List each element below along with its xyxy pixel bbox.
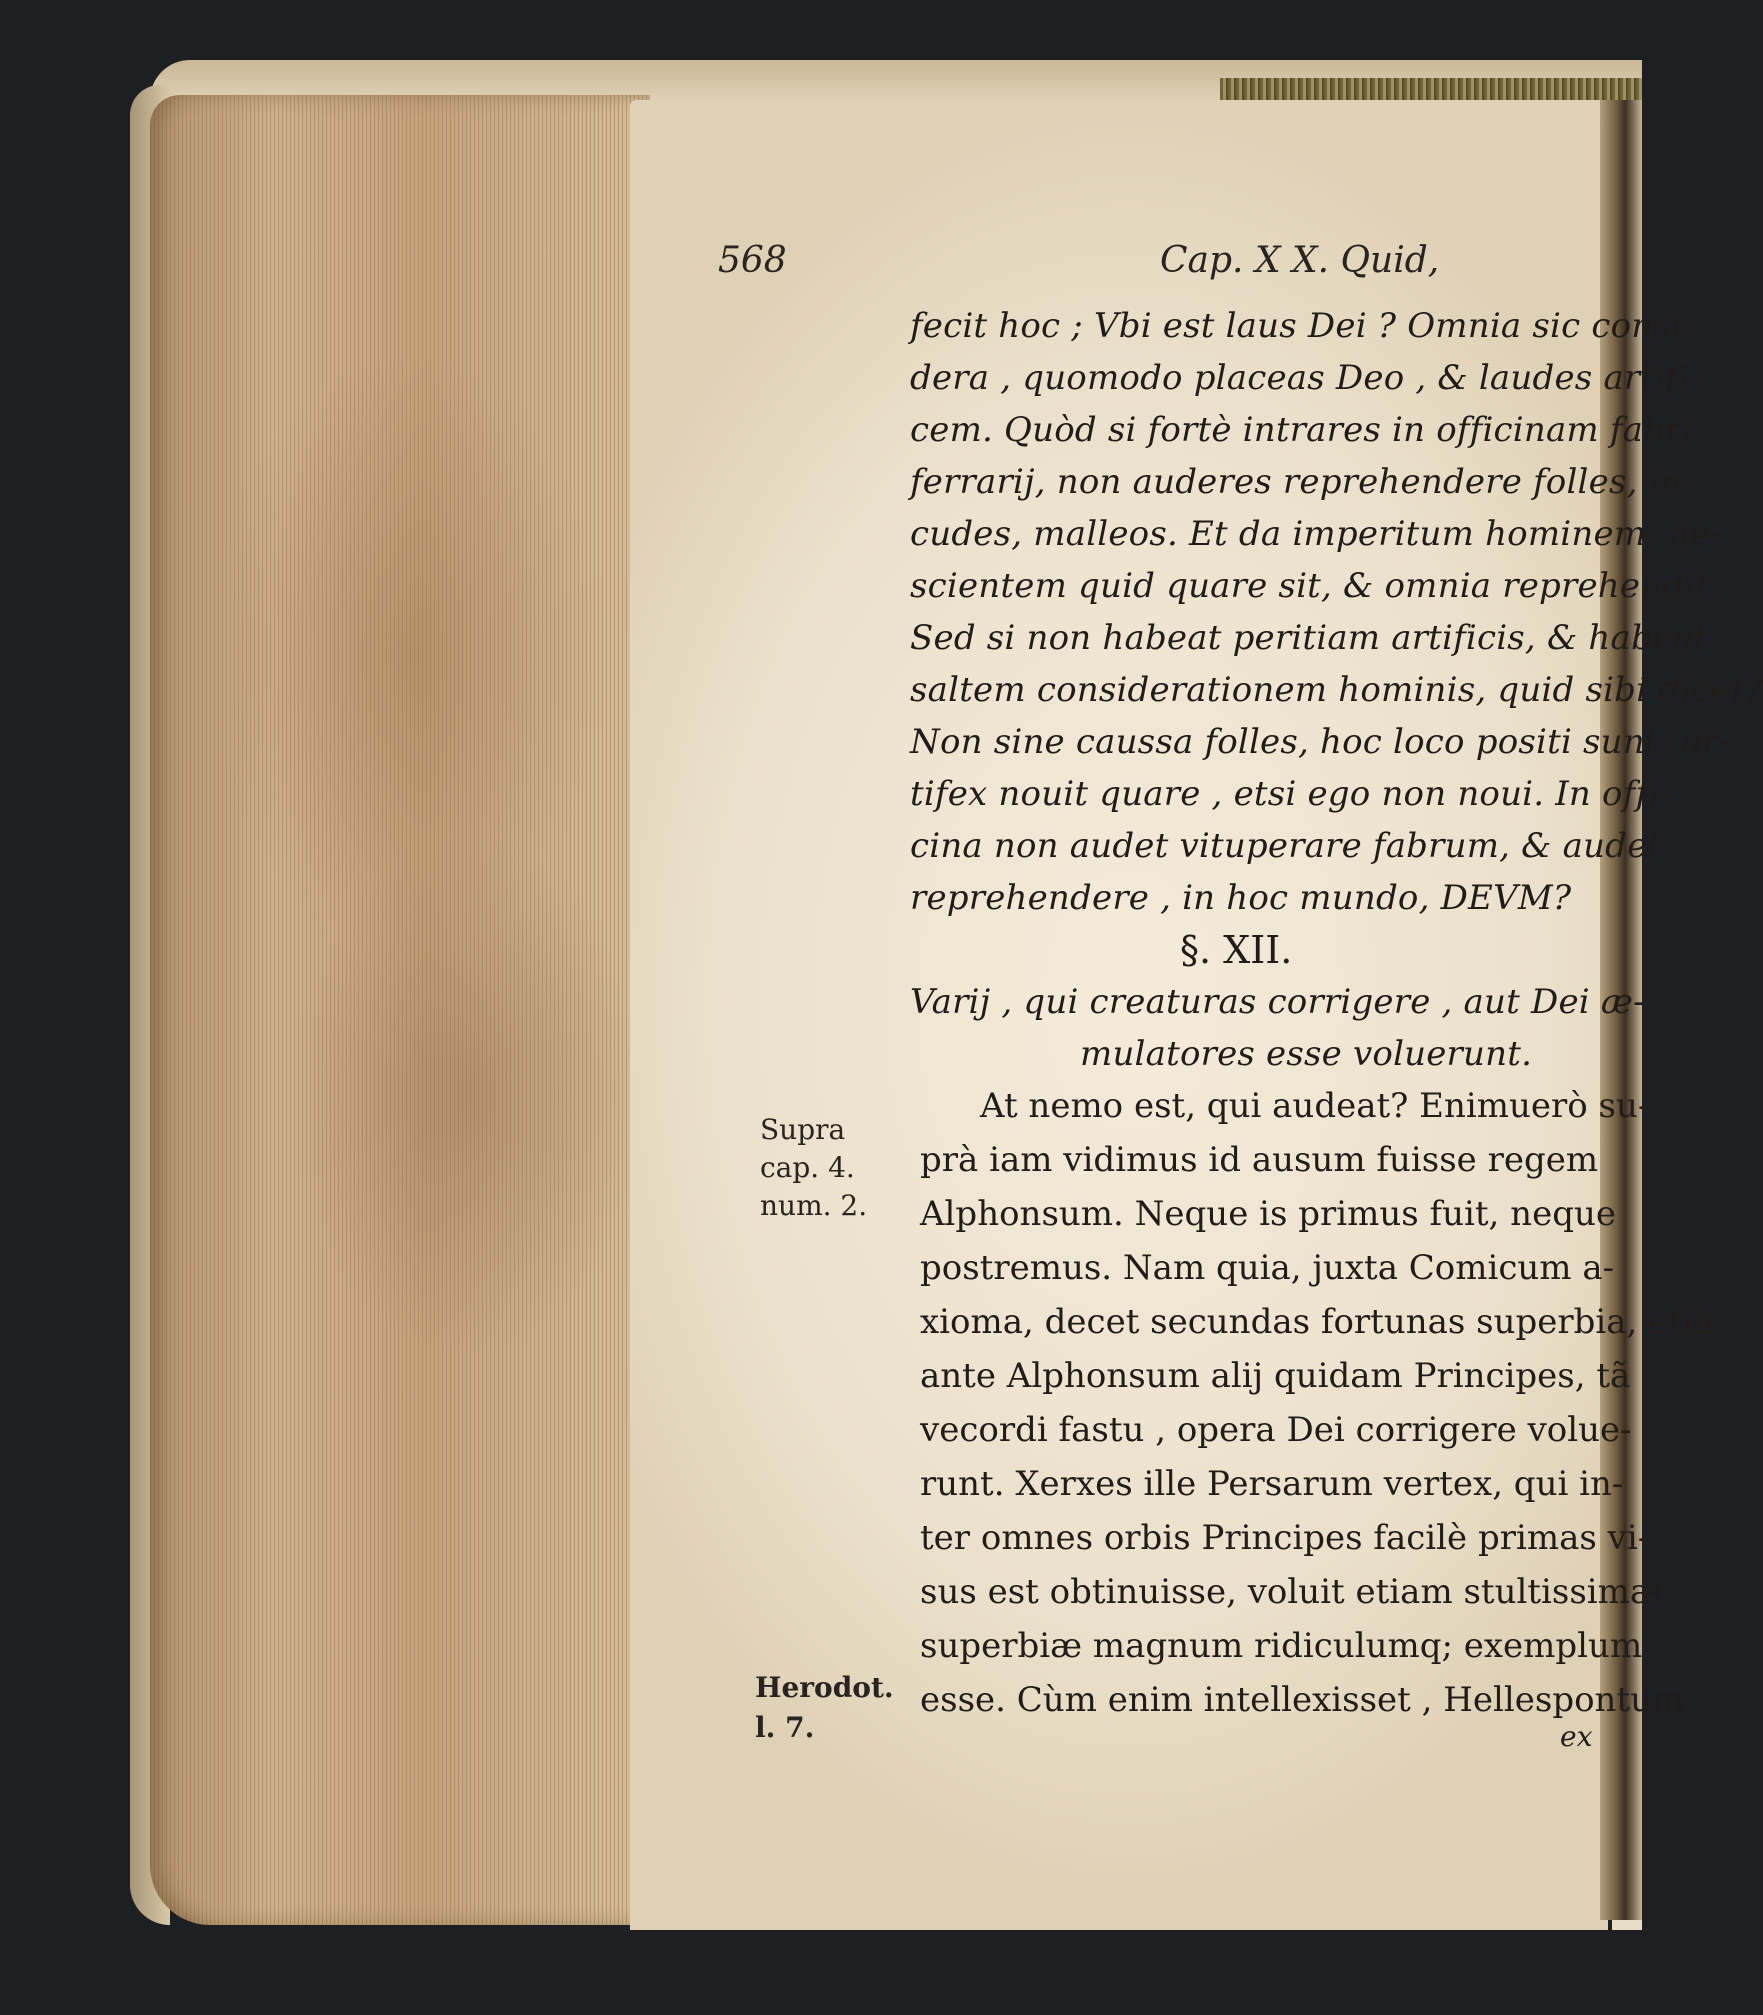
margin-note-line: num. 2.	[760, 1189, 868, 1222]
page-fore-edge	[150, 95, 650, 1925]
text-line: sus est obtinuisse, voluit etiam stultissimæ	[920, 1572, 1662, 1612]
margin-note-line: cap. 4.	[760, 1151, 855, 1184]
text-line: ter omnes orbis Principes facilè primas vi-	[920, 1518, 1650, 1558]
text-line: postremus. Nam quia, juxta Comicum a-	[920, 1248, 1615, 1288]
section-heading: §. XII.	[1180, 928, 1293, 972]
margin-note-line: Herodot.	[755, 1671, 894, 1704]
margin-note-line: Supra	[760, 1113, 846, 1146]
text-line: tifex nouit quare , etsi ego non noui. In offi-	[910, 774, 1672, 814]
text-line: ante Alphonsum alij quidam Principes, tã	[920, 1356, 1631, 1396]
text-line: cina non audet vituperare fabrum, & audet	[910, 826, 1662, 866]
text-line: cem. Quòd si fortè intrares in officinam fabri	[910, 410, 1693, 450]
running-title: Cap. X X. Quid,	[1160, 240, 1440, 281]
margin-note-line: l. 7.	[755, 1711, 815, 1744]
section-subtitle-line: Varij , qui creaturas corrigere , aut Dei æ-	[910, 982, 1645, 1022]
text-line: saltem considerationem hominis, quid sibi dicet?	[910, 670, 1763, 710]
text-line: cudes, malleos. Et da imperitum hominem, ne-	[910, 514, 1723, 554]
text-line: vecordi fastu , opera Dei corrigere volue-	[920, 1410, 1632, 1450]
text-line: dera , quomodo placeas Deo , & laudes artifi-	[910, 358, 1701, 398]
text-line: xioma, decet secundas fortunas superbia, etiã	[920, 1302, 1714, 1342]
text-line: reprehendere , in hoc mundo, DEVM?	[910, 878, 1572, 918]
text-line: Non sine caussa folles, hoc loco positi sunt; ar-	[910, 722, 1731, 762]
text-line: ferrarij, non auderes reprehendere folles, in-	[910, 462, 1694, 502]
text-line: Sed si non habeat peritiam artificis, & habeat	[910, 618, 1708, 658]
text-line: runt. Xerxes ille Persarum vertex, qui in-	[920, 1464, 1624, 1504]
text-line: esse. Cùm enim intellexisset , Hellespontum	[920, 1680, 1685, 1720]
catchword: ex	[1560, 1720, 1593, 1753]
section-subtitle-line: mulatores esse voluerunt.	[1080, 1034, 1533, 1074]
text-line: fecit hoc ; Vbi est laus Dei ? Omnia sic consi-	[910, 306, 1694, 346]
text-line: superbiæ magnum ridiculumq; exemplum	[920, 1626, 1643, 1666]
text-line: Alphonsum. Neque is primus fuit, neque	[920, 1194, 1616, 1234]
text-line: scientem quid quare sit, & omnia reprehendit.	[910, 566, 1721, 606]
text-line: At nemo est, qui audeat? Enimuerò su-	[980, 1086, 1650, 1126]
text-line: prà iam vidimus id ausum fuisse regem	[920, 1140, 1599, 1180]
page-number: 568	[718, 240, 787, 281]
